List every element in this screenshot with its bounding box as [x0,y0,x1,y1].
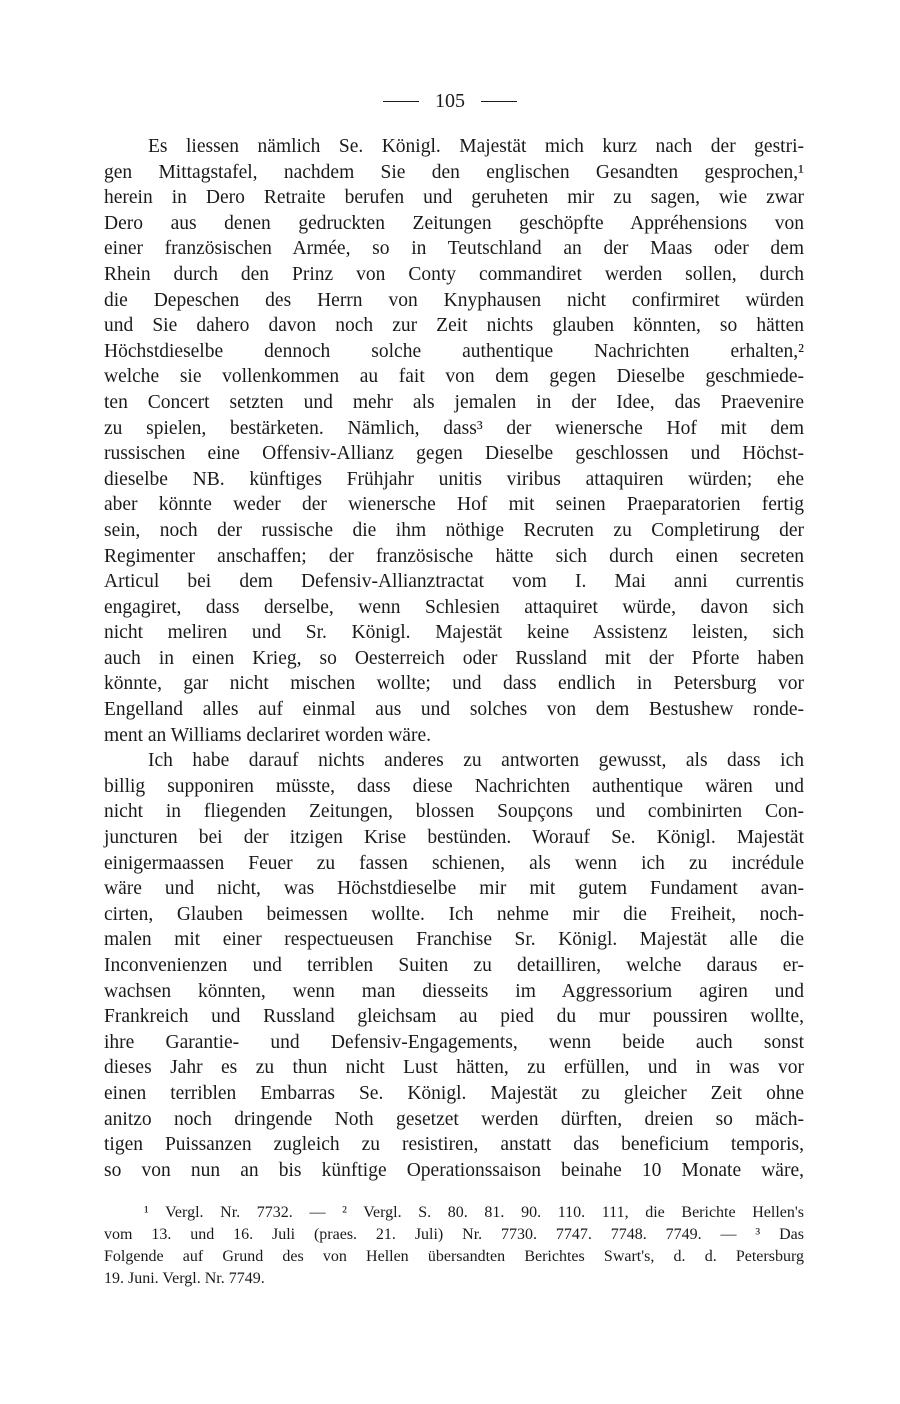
text-line: Inconvenienzen und terriblen Suiten zu detailliren, welche daraus er- [104,955,804,976]
text-line: und Sie dahero davon noch zur Zeit nichts glauben könnten, so hätten [104,315,804,337]
text-line: ten Concert setzten und mehr als jemalen in der Idee, das Praevenire [104,391,804,413]
body-text [104,134,804,1183]
page-number: 105 [435,90,465,112]
text-line: ihre Garantie- und Defensiv-Engagements, wenn beide auch sonst [104,1031,804,1053]
text-line: dieses Jahr es zu thun nicht Lust hätten, zu erfüllen, und in was vor [104,1057,804,1079]
page-header [0,90,900,113]
text-line: einer französischen Armée, so in Teutschland an der Maas oder dem [104,238,804,260]
text-line: zu spielen, bestärketen. Nämlich, dass³ der wienersche Hof mit dem [104,417,804,439]
footnote-line: Folgende auf Grund des von Hellen übersandten Berichtes Swart's, d. d. Petersburg [104,1248,804,1265]
text-line: wachsen könnten, wenn man diesseits im Aggressorium agiren und [104,980,804,1002]
text-line: Höchstdieselbe dennoch solche authentique Nachrichten erhalten,² [104,340,804,362]
footnotes [104,1202,804,1290]
text-line: Regimenter anschaffen; der französische hätte sich durch einen secreten [104,545,804,567]
text-line: einen terriblen Embarras Se. Königl. Majestät zu gleicher Zeit ohne [104,1082,804,1104]
text-line: sein, noch der russische die ihm nöthige Recruten zu Completirung der [104,519,804,541]
text-line: juncturen bei der itzigen Krise bestünden. Worauf Se. Königl. Majestät [104,827,804,849]
text-line: herein in Dero Retraite berufen und geruheten mir zu sagen, wie zwar [104,187,804,209]
text-line: tigen Puissanzen zugleich zu resistiren, anstatt das beneficium temporis, [104,1134,804,1156]
text-line: engagiret, dass derselbe, wenn Schlesien attaquiret würde, davon sich [104,596,804,618]
text-line: Ich habe darauf nichts anderes zu antworten gewusst, als dass ich [148,750,804,772]
text-line: die Depeschen des Herrn von Knyphausen nicht confirmiret würden [104,289,804,311]
header-rule-left [383,101,419,102]
footnote-line: 19. Juni. Vergl. Nr. 7749. [104,1270,265,1287]
text-line: so von nun an bis künftige Operationssaison beinahe 10 Monate wäre, [104,1159,804,1181]
footnote-line: vom 13. und 16. Juli (praes. 21. Juli) Nr. 7730. 7747. 7748. 7749. — ³ Das [104,1226,804,1243]
header-rule-right [481,101,517,102]
footnote-line: ¹ Vergl. Nr. 7732. — ² Vergl. S. 80. 81. 90. 110. 111, die Berichte Hellen's [144,1204,804,1221]
text-line: anitzo noch dringende Noth gesetzet werden dürften, dreien so mäch- [104,1108,804,1130]
text-line: Articul bei dem Defensiv-Allianztractat vom I. Mai anni currentis [104,571,804,593]
text-line: Rhein durch den Prinz von Conty commandiret werden sollen, durch [104,263,804,285]
text-line: Frankreich und Russland gleichsam au pied du mur poussiren wollte, [104,1006,804,1028]
text-line: Es liessen nämlich Se. Königl. Majestät mich kurz nach der gestri- [148,136,804,157]
text-line: ment an Williams declariret worden wäre. [104,724,431,746]
text-line: billig supponiren müsste, dass diese Nachrichten authentique wären und [104,775,804,797]
text-line: cirten, Glauben beimessen wollte. Ich nehme mir die Freiheit, noch- [104,903,804,925]
text-line: nicht in fliegenden Zeitungen, blossen Soupçons und combinirten Con- [104,801,804,823]
text-line: wäre und nicht, was Höchstdieselbe mir mit gutem Fundament avan- [104,878,804,900]
text-line: welche sie vollenkommen au fait von dem gegen Dieselbe geschmiede- [104,366,804,388]
text-line: einigermaassen Feuer zu fassen schienen, als wenn ich zu incrédule [104,852,804,874]
text-line: Dero aus denen gedruckten Zeitungen geschöpfte Appréhensions von [104,212,804,234]
text-line: Engelland alles auf einmal aus und solches von dem Bestushew ronde- [104,699,804,721]
text-line: aber könnte weder der wienersche Hof mit seinen Praeparatorien fertig [104,494,804,516]
text-line: russischen eine Offensiv-Allianz gegen Dieselbe geschlossen und Höchst- [104,443,804,465]
text-line: könnte, gar nicht mischen wollte; und dass endlich in Petersburg vor [104,673,804,695]
text-line: dieselbe NB. künftiges Frühjahr unitis viribus attaquiren würden; ehe [104,468,804,490]
text-line: malen mit einer respectueusen Franchise Sr. Königl. Majestät alle die [104,929,804,951]
text-line: nicht meliren und Sr. Königl. Majestät keine Assistenz leisten, sich [104,622,804,644]
text-line: auch in einen Krieg, so Oesterreich oder Russland mit der Pforte haben [104,647,804,669]
text-line: gen Mittagstafel, nachdem Sie den englischen Gesandten gesprochen,¹ [104,161,804,183]
